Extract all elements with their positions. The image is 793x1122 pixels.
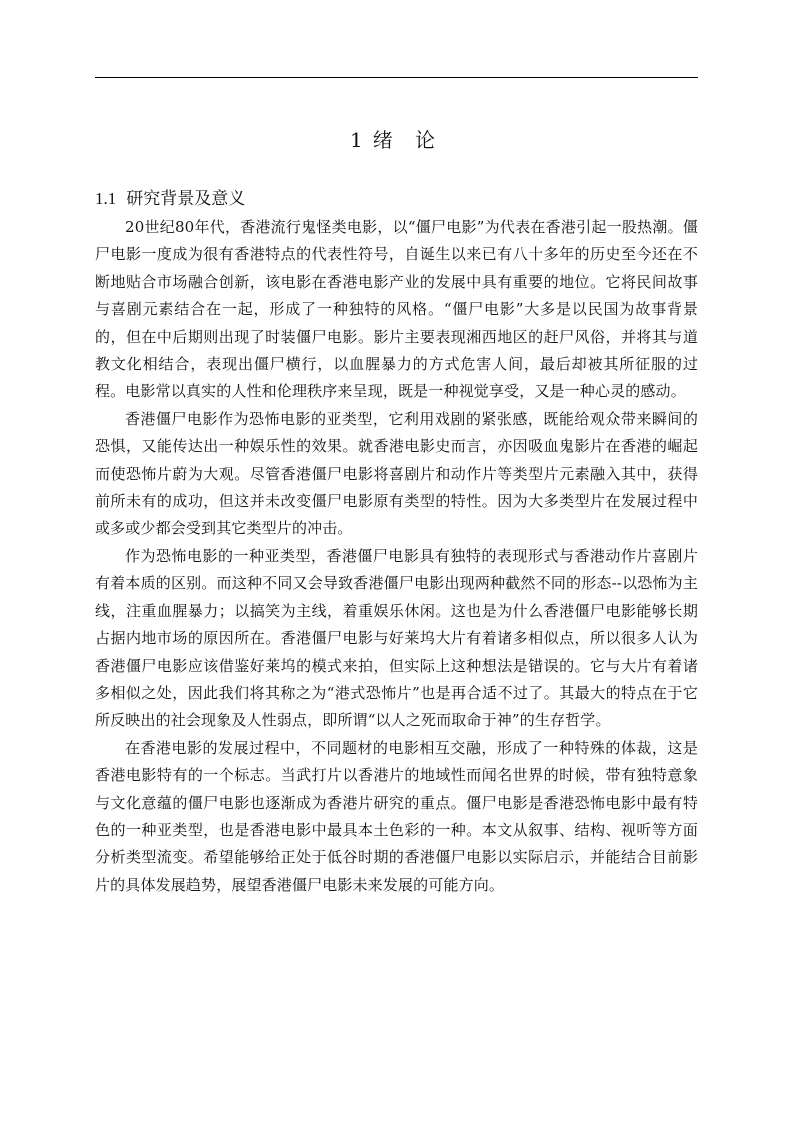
section-title (95, 187, 698, 211)
paragraph: 20世纪80年代，香港流行鬼怪类电影，以“僵尸电影”为代表在香港引起一股热潮。僵尸电影一度成为很有香港特点的代表性符号，自诞生以来已有八十多年的历史至今还在不断地贴合市场融合创新，该电影在香港电影产业的发展中具有重要的地位。它将民间故事与喜剧元素结合在一起，形成了一种独特的风格。“僵尸电影”大多是以民国为故事背景的，但在中后期则出现了时装僵尸电影。影片主要表现湘西地区的赶尸风俗，并将其与道教文化相结合，表现出僵尸横行，以血腥暴力的方式危害人间，最后却被其所征服的过程。电影常以真实的人性和伦理秩序来呈现，既是一种视觉享受，又是一种心灵的感动。 (95, 218, 698, 401)
chapter-number: 1 (349, 128, 363, 152)
paragraph: 作为恐怖电影的一种亚类型，香港僵尸电影具有独特的表现形式与香港动作片喜剧片有着本质的区别。而这种不同又会导致香港僵尸电影出现两种截然不同的形态--以恐怖为主线，注重血腥暴力；以搞笑为主线，着重娱乐休闲。这也是为什么香港僵尸电影能够长期占据内地市场的原因所在。香港僵尸电影与好莱坞大片有着诸多相似点，所以很多人认为香港僵尸电影应该借鉴好莱坞的模式来拍，但实际上这种想法是错误的。它与大片有着诸多相似之处，因此我们将其称之为“港式恐怖片”也是再合适不过了。其最大的特点在于它所反映出的社会现象及人性弱点，即所谓“以人之死而取命于神”的生存哲学。 (95, 546, 698, 730)
paragraph: 在香港电影的发展过程中，不同题材的电影相互交融，形成了一种特殊的体裁，这是香港电影特有的一个标志。当武打片以香港片的地域性而闻名世界的时候，带有独特意象与文化意蕴的僵尸电影也逐渐成为香港片研究的重点。僵尸电影是香港恐怖电影中最有特色的一种亚类型，也是香港电影中最具本土色彩的一种。本文从叙事、结构、视听等方面分析类型流变。希望能够给正处于低谷时期的香港僵尸电影以实际启示，并能结合目前影片的具体发展趋势，展望香港僵尸电影未来发展的可能方向。 (95, 738, 698, 894)
chapter-heading: 绪 论 (372, 128, 444, 152)
section-number: 1.1 (95, 189, 117, 208)
header-rule (95, 77, 698, 78)
body-text (95, 214, 698, 899)
paragraph: 香港僵尸电影作为恐怖电影的亚类型，它利用戏剧的紧张感，既能给观众带来瞬间的恐惧，又能传达出一种娱乐性的效果。就香港电影史而言，亦因吸血鬼影片在香港的崛起而使恐怖片蔚为大观。尽管香港僵尸电影将喜剧片和动作片等类型片元素融入其中，获得前所未有的成功，但这并未改变僵尸电影原有类型的特性。因为大多类型片在发展过程中或多或少都会受到其它类型片的冲击。 (95, 409, 698, 538)
section-heading: 研究背景及意义 (126, 189, 246, 209)
chapter-title (95, 126, 698, 154)
